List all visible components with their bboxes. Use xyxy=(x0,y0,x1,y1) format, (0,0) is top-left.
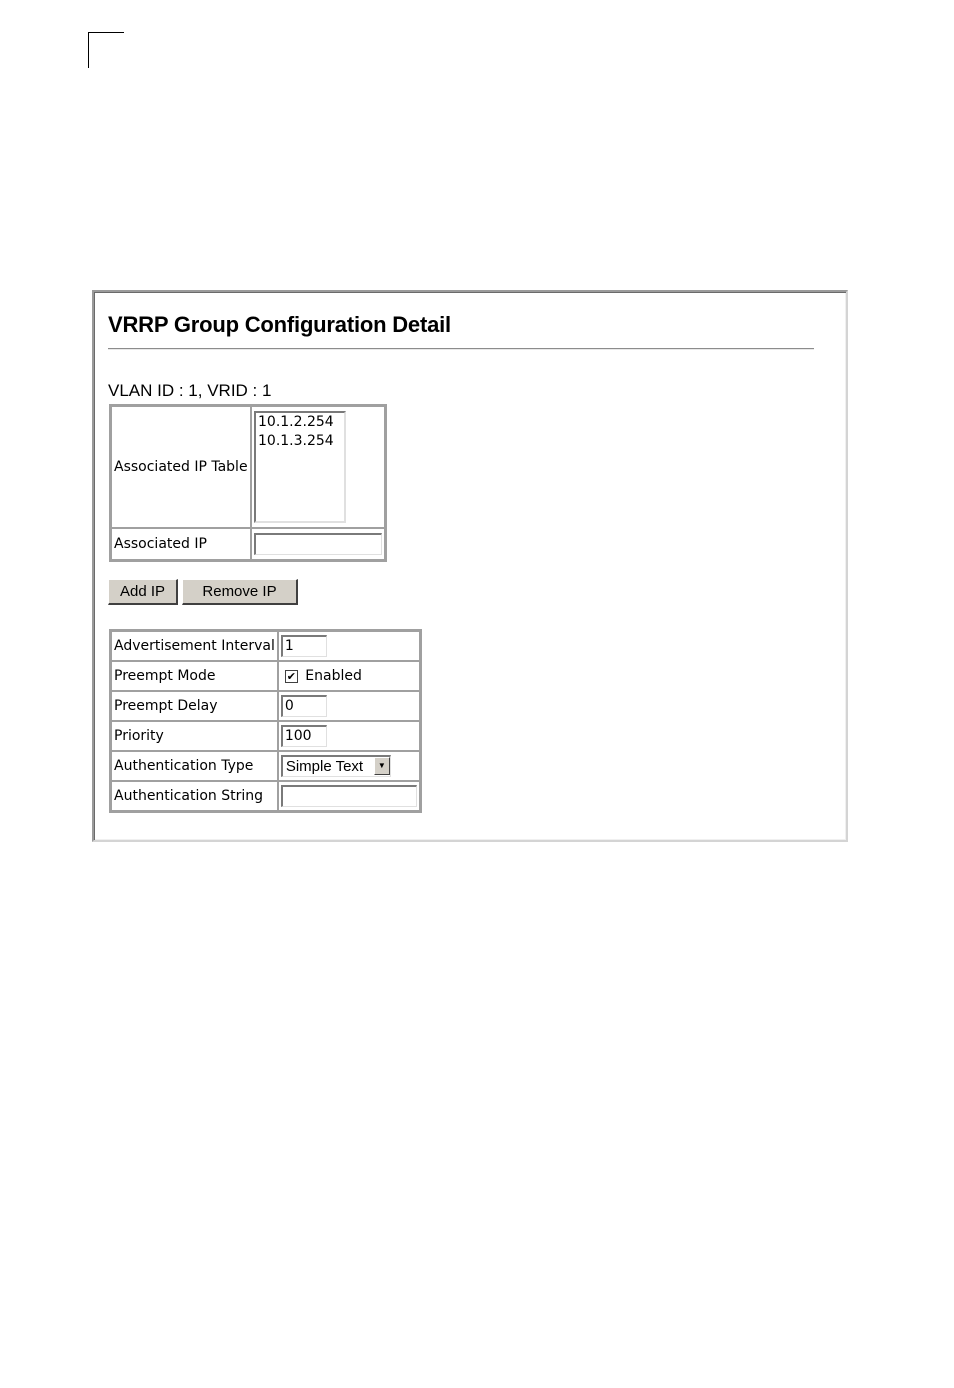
authentication-type-select[interactable] xyxy=(281,755,391,777)
vrrp-detail-panel xyxy=(92,290,848,842)
preempt-mode-label: Preempt Mode xyxy=(111,661,278,691)
authentication-type-cell xyxy=(278,751,420,781)
vlan-vrid-heading: VLAN ID : 1, VRID : 1 xyxy=(108,381,272,400)
advertisement-interval-cell xyxy=(278,631,420,661)
preempt-delay-cell xyxy=(278,691,420,721)
ip-list-item[interactable]: 10.1.3.254 xyxy=(258,433,334,449)
preempt-mode-cell xyxy=(278,661,420,691)
crop-mark-vertical xyxy=(88,32,89,68)
crop-mark-horizontal xyxy=(88,32,124,33)
authentication-type-label: Authentication Type xyxy=(111,751,278,781)
remove-ip-button[interactable]: Remove IP xyxy=(182,579,298,605)
authentication-string-input[interactable] xyxy=(281,785,417,807)
preempt-mode-option-label: Enabled xyxy=(305,668,362,684)
page-title: VRRP Group Configuration Detail xyxy=(108,312,451,337)
priority-input[interactable]: 100 xyxy=(281,725,327,747)
authentication-string-label: Authentication String xyxy=(111,781,278,811)
vrrp-settings-table xyxy=(109,629,422,813)
associated-ip-input-cell xyxy=(251,528,385,560)
add-ip-button[interactable]: Add IP xyxy=(108,579,178,605)
ip-list-item[interactable]: 10.1.2.254 xyxy=(258,414,334,430)
priority-cell xyxy=(278,721,420,751)
preempt-mode-checkbox[interactable] xyxy=(285,670,298,683)
associated-ip-table-label: Associated IP Table xyxy=(111,406,251,528)
preempt-delay-label: Preempt Delay xyxy=(111,691,278,721)
chevron-down-icon[interactable]: ▼ xyxy=(374,757,390,775)
priority-label: Priority xyxy=(111,721,278,751)
advertisement-interval-input[interactable]: 1 xyxy=(281,635,327,657)
associated-ip-table xyxy=(109,404,387,562)
authentication-type-selected: Simple Text xyxy=(285,758,364,775)
advertisement-interval-label: Advertisement Interval xyxy=(111,631,278,661)
title-divider xyxy=(108,348,814,350)
preempt-delay-input[interactable]: 0 xyxy=(281,695,327,717)
associated-ip-list-cell xyxy=(251,406,385,528)
check-icon: ✔ xyxy=(286,669,296,683)
associated-ip-label: Associated IP xyxy=(111,528,251,560)
associated-ip-input[interactable] xyxy=(254,533,382,555)
authentication-string-cell xyxy=(278,781,420,811)
associated-ip-listbox[interactable] xyxy=(254,411,346,523)
